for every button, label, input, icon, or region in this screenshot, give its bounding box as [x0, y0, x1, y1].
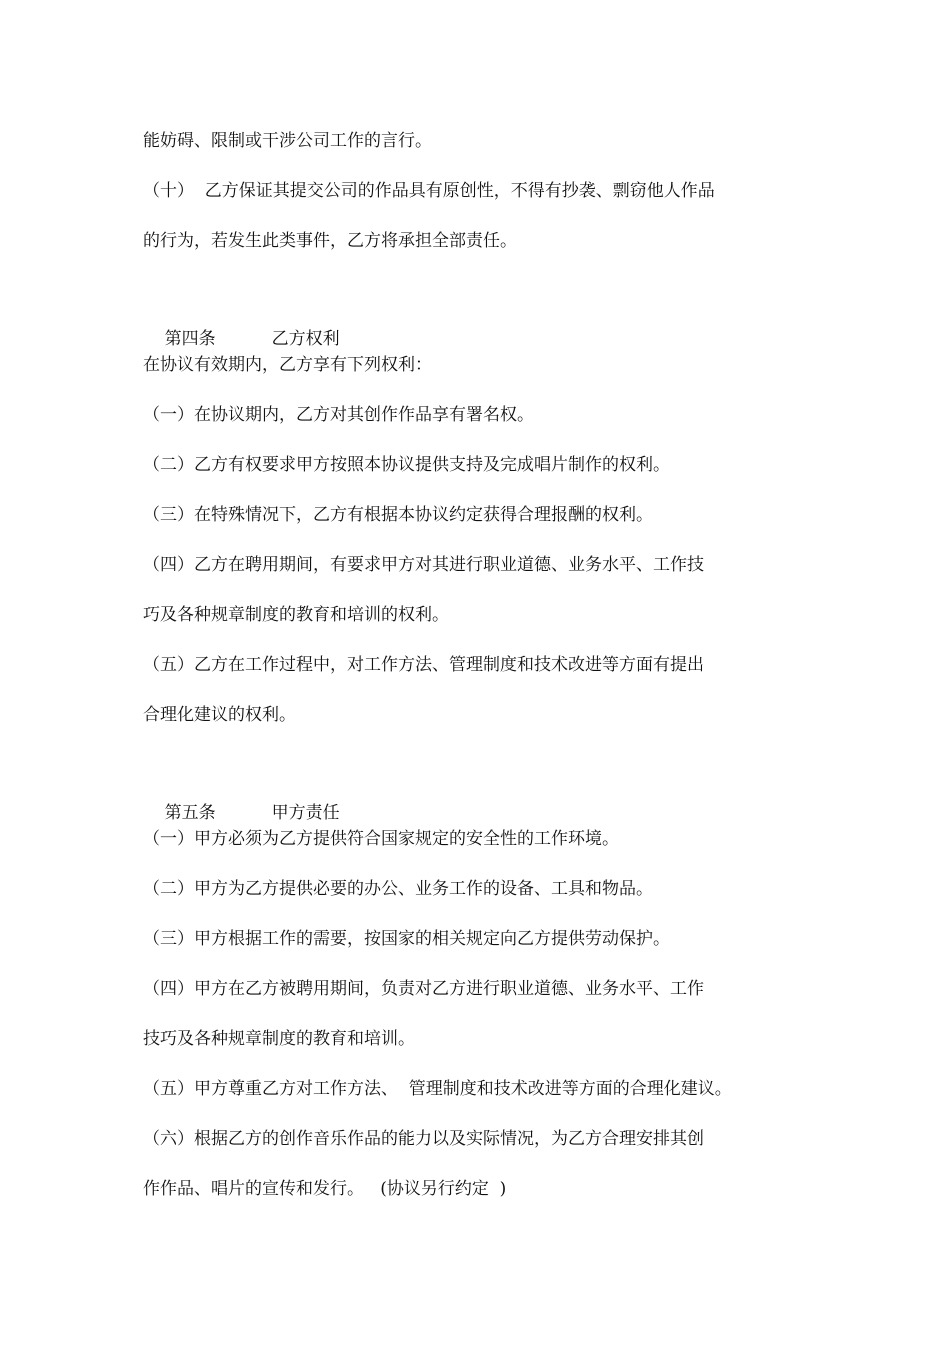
- paragraph-line: 在协议有效期内，乙方享有下列权利：: [143, 355, 432, 375]
- clause-5-2: （二）甲方为乙方提供必要的办公、业务工作的设备、工具和物品。: [143, 879, 653, 899]
- paragraph-line: 能妨碍、限制或干涉公司工作的言行。: [143, 131, 432, 151]
- clause-5-4: （四）甲方在乙方被聘用期间，负责对乙方进行职业道德、业务水平、工作: [143, 979, 704, 999]
- paragraph-line: 技巧及各种规章制度的教育和培训。: [143, 1029, 415, 1049]
- paragraph-line: 作作品、唱片的宣传和发行。 (协议另行约定 ): [143, 1179, 507, 1199]
- paragraph-line: 合理化建议的权利。: [143, 705, 296, 725]
- clause-4-1: （一）在协议期内，乙方对其创作作品享有署名权。: [143, 405, 534, 425]
- article-4-number: 第四条: [164, 329, 216, 349]
- clause-4-4: （四）乙方在聘用期间，有要求甲方对其进行职业道德、业务水平、工作技: [143, 555, 704, 575]
- clause-10: （十） 乙方保证其提交公司的作品具有原创性，不得有抄袭、剽窃他人作品: [143, 181, 715, 201]
- clause-4-3: （三）在特殊情况下，乙方有根据本协议约定获得合理报酬的权利。: [143, 505, 653, 525]
- clause-4-5: （五）乙方在工作过程中，对工作方法、管理制度和技术改进等方面有提出: [143, 655, 704, 675]
- clause-5-1: （一）甲方必须为乙方提供符合国家规定的安全性的工作环境。: [143, 829, 619, 849]
- article-4-title: 乙方权利: [271, 329, 340, 349]
- clause-5-3: （三）甲方根据工作的需要，按国家的相关规定向乙方提供劳动保护。: [143, 929, 670, 949]
- clause-4-2: （二）乙方有权要求甲方按照本协议提供支持及完成唱片制作的权利。: [143, 455, 670, 475]
- article-5-number: 第五条: [164, 803, 216, 823]
- paragraph-line: 巧及各种规章制度的教育和培训的权利。: [143, 605, 449, 625]
- paragraph-line: 的行为，若发生此类事件，乙方将承担全部责任。: [143, 231, 517, 251]
- clause-5-5: （五）甲方尊重乙方对工作方法、 管理制度和技术改进等方面的合理化建议。: [143, 1079, 732, 1099]
- clause-5-6: （六）根据乙方的创作音乐作品的能力以及实际情况，为乙方合理安排其创: [143, 1129, 704, 1149]
- article-5-title: 甲方责任: [271, 803, 340, 823]
